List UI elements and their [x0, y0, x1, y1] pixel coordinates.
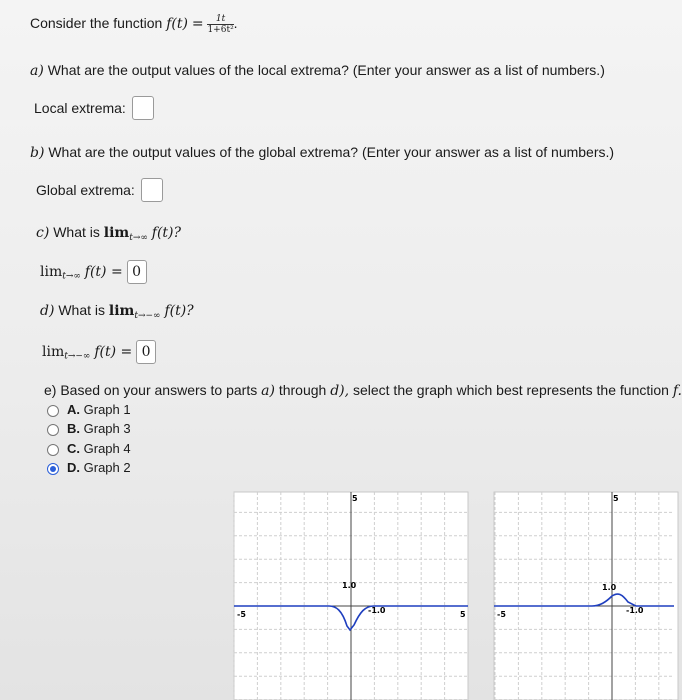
option-b-letter: B. — [67, 421, 80, 436]
part-c-lim-sub: t→∞ — [129, 233, 148, 243]
part-c-text: What is — [53, 224, 100, 240]
part-b-answer — [36, 178, 163, 202]
option-a[interactable] — [47, 402, 131, 417]
graph-left-right-label: 5 — [460, 610, 466, 619]
intro-line — [30, 14, 238, 35]
part-d-question — [40, 302, 194, 321]
part-d-lim: lim — [108, 303, 135, 319]
part-e-d: d), — [330, 383, 350, 399]
part-e-question — [44, 382, 682, 399]
part-d-lim-func: f(t)? — [164, 303, 194, 319]
option-b-radio[interactable] — [47, 424, 59, 436]
part-e-through: through — [278, 382, 327, 398]
part-d-ans-lim: lim — [42, 344, 65, 360]
graph-left-pos-label: 1.0 — [342, 581, 357, 590]
part-c-input[interactable]: 0 — [127, 260, 147, 284]
part-d-answer — [42, 340, 156, 364]
part-d-lim-sub: t→−∞ — [134, 311, 161, 321]
global-extrema-label: Global extrema: — [36, 182, 135, 198]
part-b-text: What are the output values of the global extrema? (Enter your answer as a list of numbers.) — [48, 144, 615, 160]
graph-left — [234, 492, 468, 700]
graph-right-frame — [494, 492, 678, 700]
graph-left-neg-label: -1.0 — [368, 606, 386, 615]
global-extrema-input[interactable] — [141, 178, 163, 202]
part-c-ans-lim: lim — [40, 264, 63, 280]
option-d[interactable] — [47, 460, 131, 475]
option-b-label: Graph 3 — [83, 421, 131, 436]
equals-sign: = — [191, 16, 204, 33]
part-c-lim: lim — [103, 225, 130, 241]
fraction-denominator: 1+6t² — [207, 25, 234, 35]
graph-left-top-label: 5 — [352, 494, 358, 503]
graph-right-left-label: -5 — [497, 610, 506, 619]
local-extrema-label: Local extrema: — [34, 100, 126, 116]
function-name: f(t) — [166, 16, 188, 33]
part-c-ans-func: f(t) = — [84, 264, 123, 280]
option-c-label: Graph 4 — [83, 441, 131, 456]
part-c-ans-sub: t→∞ — [62, 271, 81, 282]
part-d-text: What is — [58, 302, 106, 318]
graph-right — [494, 492, 674, 700]
option-d-radio[interactable] — [47, 463, 59, 475]
part-e-text-pre: e) Based on your answers to parts — [44, 382, 258, 398]
part-a-question — [30, 62, 605, 79]
option-a-letter: A. — [67, 402, 80, 417]
part-a-letter: a) — [30, 63, 44, 79]
part-d-ans-sub: t→−∞ — [64, 351, 91, 362]
graph-left-left-label: -5 — [237, 610, 246, 619]
part-d-letter: d) — [40, 303, 55, 319]
part-b-letter: b) — [30, 145, 45, 161]
part-e-a: a) — [261, 383, 275, 399]
option-c-letter: C. — [67, 441, 80, 456]
graph-right-pos-label: 1.0 — [602, 583, 617, 592]
option-d-letter: D. — [67, 460, 80, 475]
fraction-numerator: 1t — [207, 14, 233, 25]
option-a-radio[interactable] — [47, 405, 59, 417]
option-c-radio[interactable] — [47, 444, 59, 456]
option-a-label: Graph 1 — [83, 402, 131, 417]
part-c-letter: c) — [36, 225, 50, 241]
option-c[interactable] — [47, 441, 131, 456]
part-b-question — [30, 144, 614, 161]
graph-right-top-label: 5 — [613, 494, 619, 503]
intro-suffix: . — [233, 15, 238, 32]
part-e-text-post: select the graph which best represents the function — [352, 382, 669, 398]
part-a-answer — [34, 96, 154, 120]
option-b[interactable] — [47, 421, 131, 436]
part-c-lim-func: f(t)? — [151, 225, 182, 241]
local-extrema-input[interactable] — [132, 96, 154, 120]
part-c-question — [36, 224, 181, 243]
part-a-text: What are the output values of the local extrema? (Enter your answer as a list of numbers.) — [47, 62, 605, 78]
intro-prefix: Consider the function — [30, 15, 163, 32]
part-d-input[interactable]: 0 — [136, 340, 156, 364]
part-e-f: f. — [672, 383, 682, 399]
option-d-label: Graph 2 — [83, 460, 131, 475]
part-d-ans-func: f(t) = — [94, 344, 133, 360]
function-fraction — [207, 14, 233, 35]
graph-right-neg-label: -1.0 — [626, 606, 644, 615]
part-c-answer — [40, 260, 147, 284]
